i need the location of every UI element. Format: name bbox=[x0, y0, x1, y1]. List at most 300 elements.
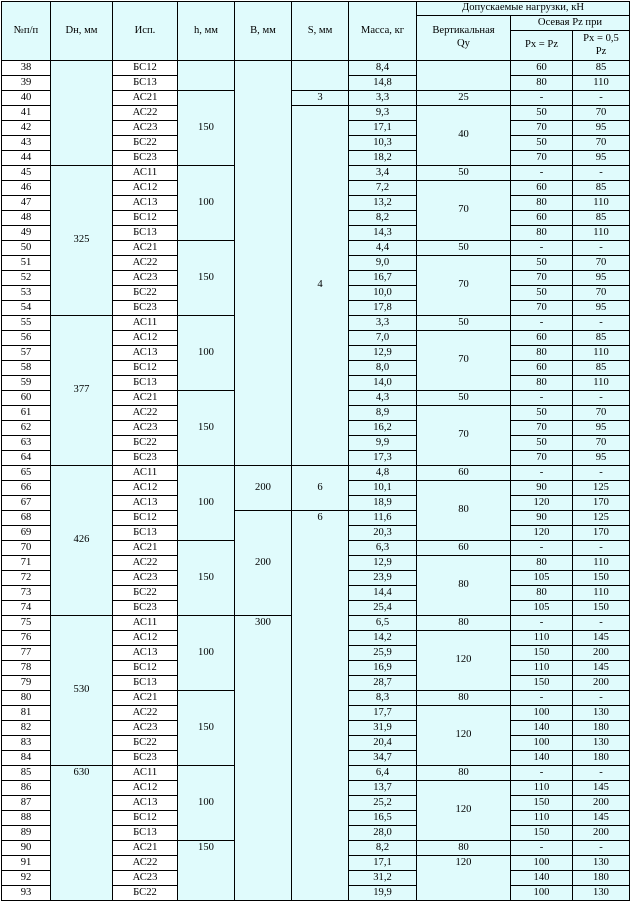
row-number-cell: 86 bbox=[2, 781, 51, 796]
row-number-cell: 43 bbox=[2, 136, 51, 151]
axial-px-half-cell: 200 bbox=[573, 646, 630, 661]
table-row bbox=[2, 61, 630, 76]
axial-px-eq-cell: 150 bbox=[511, 646, 573, 661]
isp-cell: АС13 bbox=[113, 646, 178, 661]
s-cell bbox=[292, 61, 349, 91]
axial-px-eq-cell: 70 bbox=[511, 151, 573, 166]
mass-cell: 17,8 bbox=[349, 301, 417, 316]
table-body bbox=[2, 61, 630, 901]
axial-px-eq-cell: 70 bbox=[511, 301, 573, 316]
header-s: S, мм bbox=[292, 2, 349, 61]
axial-px-eq-cell: 80 bbox=[511, 556, 573, 571]
row-number-cell: 93 bbox=[2, 886, 51, 901]
mass-cell: 25,2 bbox=[349, 796, 417, 811]
b-cell: 200 bbox=[235, 511, 292, 616]
axial-px-eq-cell: - bbox=[511, 166, 573, 181]
row-number-cell: 55 bbox=[2, 316, 51, 331]
axial-px-eq-cell: 60 bbox=[511, 181, 573, 196]
isp-cell: БС12 bbox=[113, 61, 178, 76]
row-number-cell: 63 bbox=[2, 436, 51, 451]
axial-px-eq-cell: 100 bbox=[511, 886, 573, 901]
axial-px-half-cell: 110 bbox=[573, 226, 630, 241]
axial-px-half-cell: 110 bbox=[573, 76, 630, 91]
h-cell: 150 bbox=[178, 541, 235, 616]
axial-px-eq-cell: 150 bbox=[511, 676, 573, 691]
axial-px-eq-cell: - bbox=[511, 691, 573, 706]
isp-cell: АС13 bbox=[113, 796, 178, 811]
mass-cell: 3,3 bbox=[349, 91, 417, 106]
h-cell: 100 bbox=[178, 316, 235, 391]
axial-px-eq-cell: 100 bbox=[511, 736, 573, 751]
row-number-cell: 48 bbox=[2, 211, 51, 226]
header-vertical bbox=[417, 16, 511, 61]
h-cell: 100 bbox=[178, 466, 235, 541]
axial-px-half-cell: 110 bbox=[573, 556, 630, 571]
s-cell: 4 bbox=[292, 106, 349, 466]
isp-cell: АС23 bbox=[113, 721, 178, 736]
s-cell: 6 bbox=[292, 511, 349, 901]
mass-cell: 16,5 bbox=[349, 811, 417, 826]
mass-cell: 28,7 bbox=[349, 676, 417, 691]
h-cell: 150 bbox=[178, 691, 235, 766]
mass-cell: 3,3 bbox=[349, 316, 417, 331]
axial-px-eq-cell: 140 bbox=[511, 751, 573, 766]
mass-cell: 20,4 bbox=[349, 736, 417, 751]
row-number-cell: 72 bbox=[2, 571, 51, 586]
isp-cell: АС22 bbox=[113, 556, 178, 571]
row-number-cell: 84 bbox=[2, 751, 51, 766]
vertical-load-cell: 70 bbox=[417, 331, 511, 391]
row-number-cell: 58 bbox=[2, 361, 51, 376]
mass-cell: 31,9 bbox=[349, 721, 417, 736]
axial-px-eq-cell: 110 bbox=[511, 631, 573, 646]
mass-cell: 7,2 bbox=[349, 181, 417, 196]
isp-cell: БС23 bbox=[113, 451, 178, 466]
header-px-eq: Px = Pz bbox=[511, 31, 573, 61]
isp-cell: АС21 bbox=[113, 691, 178, 706]
axial-px-half-cell: - bbox=[573, 466, 630, 481]
axial-px-half-cell: 145 bbox=[573, 811, 630, 826]
axial-px-eq-cell: 50 bbox=[511, 436, 573, 451]
h-cell: 150 bbox=[178, 241, 235, 316]
mass-cell: 16,9 bbox=[349, 661, 417, 676]
isp-cell: БС22 bbox=[113, 286, 178, 301]
row-number-cell: 64 bbox=[2, 451, 51, 466]
mass-cell: 20,3 bbox=[349, 526, 417, 541]
dn-cell: 630 bbox=[51, 766, 113, 901]
vertical-load-cell: 50 bbox=[417, 391, 511, 406]
mass-cell: 14,4 bbox=[349, 586, 417, 601]
row-number-cell: 91 bbox=[2, 856, 51, 871]
axial-px-eq-cell: 80 bbox=[511, 76, 573, 91]
isp-cell: АС23 bbox=[113, 571, 178, 586]
axial-px-eq-cell: - bbox=[511, 766, 573, 781]
isp-cell: АС23 bbox=[113, 121, 178, 136]
mass-cell: 14,8 bbox=[349, 76, 417, 91]
axial-px-eq-cell: 105 bbox=[511, 571, 573, 586]
axial-px-half-cell: 70 bbox=[573, 406, 630, 421]
axial-px-half-cell: - bbox=[573, 91, 630, 106]
axial-px-half-cell: - bbox=[573, 691, 630, 706]
row-number-cell: 45 bbox=[2, 166, 51, 181]
row-number-cell: 68 bbox=[2, 511, 51, 526]
mass-cell: 4,4 bbox=[349, 241, 417, 256]
row-number-cell: 71 bbox=[2, 556, 51, 571]
axial-px-eq-cell: 140 bbox=[511, 721, 573, 736]
axial-px-half-cell: - bbox=[573, 541, 630, 556]
header-mass: Масса, кг bbox=[349, 2, 417, 61]
axial-px-half-cell: 70 bbox=[573, 256, 630, 271]
axial-px-half-cell: - bbox=[573, 616, 630, 631]
b-cell bbox=[235, 61, 292, 466]
axial-px-half-cell: 95 bbox=[573, 271, 630, 286]
isp-cell: АС12 bbox=[113, 631, 178, 646]
axial-px-eq-cell: - bbox=[511, 466, 573, 481]
header-px-half-line1: Px = 0,5 bbox=[583, 32, 619, 44]
mass-cell: 17,1 bbox=[349, 856, 417, 871]
mass-cell: 25,4 bbox=[349, 601, 417, 616]
axial-px-half-cell: - bbox=[573, 841, 630, 856]
isp-cell: БС23 bbox=[113, 751, 178, 766]
vertical-load-cell: 80 bbox=[417, 841, 511, 856]
h-cell: 100 bbox=[178, 616, 235, 691]
vertical-load-cell: 120 bbox=[417, 856, 511, 901]
axial-px-half-cell: 130 bbox=[573, 736, 630, 751]
axial-px-half-cell: 130 bbox=[573, 856, 630, 871]
isp-cell: АС23 bbox=[113, 421, 178, 436]
dn-cell bbox=[51, 61, 113, 166]
table-row bbox=[2, 466, 630, 481]
axial-px-half-cell: 110 bbox=[573, 346, 630, 361]
axial-px-eq-cell: 120 bbox=[511, 526, 573, 541]
row-number-cell: 83 bbox=[2, 736, 51, 751]
vertical-load-cell: 80 bbox=[417, 616, 511, 631]
mass-cell: 25,9 bbox=[349, 646, 417, 661]
row-number-cell: 88 bbox=[2, 811, 51, 826]
vertical-load-cell: 120 bbox=[417, 631, 511, 691]
axial-px-half-cell: 85 bbox=[573, 361, 630, 376]
header-vertical-line2: Qy bbox=[457, 38, 470, 49]
mass-cell: 16,7 bbox=[349, 271, 417, 286]
vertical-load-cell: 40 bbox=[417, 106, 511, 166]
vertical-load-cell: 60 bbox=[417, 466, 511, 481]
mass-cell: 14,3 bbox=[349, 226, 417, 241]
axial-px-eq-cell: 80 bbox=[511, 226, 573, 241]
vertical-load-cell: 80 bbox=[417, 691, 511, 706]
axial-px-half-cell: 95 bbox=[573, 151, 630, 166]
vertical-load-cell: 80 bbox=[417, 556, 511, 616]
axial-px-eq-cell: - bbox=[511, 316, 573, 331]
b-cell: 200 bbox=[235, 466, 292, 511]
axial-px-eq-cell: 80 bbox=[511, 196, 573, 211]
row-number-cell: 87 bbox=[2, 796, 51, 811]
axial-px-eq-cell: 50 bbox=[511, 286, 573, 301]
isp-cell: БС12 bbox=[113, 361, 178, 376]
mass-cell: 10,1 bbox=[349, 481, 417, 496]
s-cell: 6 bbox=[292, 466, 349, 511]
axial-px-half-cell: 145 bbox=[573, 781, 630, 796]
isp-cell: БС22 bbox=[113, 736, 178, 751]
row-number-cell: 85 bbox=[2, 766, 51, 781]
isp-cell: АС12 bbox=[113, 331, 178, 346]
vertical-load-cell: 120 bbox=[417, 706, 511, 766]
axial-px-half-cell: 130 bbox=[573, 706, 630, 721]
row-number-cell: 59 bbox=[2, 376, 51, 391]
vertical-load-cell: 70 bbox=[417, 181, 511, 241]
row-number-cell: 77 bbox=[2, 646, 51, 661]
dn-cell: 325 bbox=[51, 166, 113, 316]
vertical-load-cell: 60 bbox=[417, 541, 511, 556]
axial-px-half-cell: 95 bbox=[573, 451, 630, 466]
isp-cell: БС13 bbox=[113, 226, 178, 241]
isp-cell: АС11 bbox=[113, 616, 178, 631]
mass-cell: 23,9 bbox=[349, 571, 417, 586]
mass-cell: 8,3 bbox=[349, 691, 417, 706]
isp-cell: БС22 bbox=[113, 436, 178, 451]
axial-px-eq-cell: 150 bbox=[511, 826, 573, 841]
isp-cell: БС12 bbox=[113, 811, 178, 826]
axial-px-eq-cell: 70 bbox=[511, 421, 573, 436]
axial-px-half-cell: 70 bbox=[573, 106, 630, 121]
axial-px-eq-cell: 50 bbox=[511, 136, 573, 151]
row-number-cell: 82 bbox=[2, 721, 51, 736]
isp-cell: АС11 bbox=[113, 466, 178, 481]
row-number-cell: 49 bbox=[2, 226, 51, 241]
row-number-cell: 53 bbox=[2, 286, 51, 301]
isp-cell: АС21 bbox=[113, 91, 178, 106]
row-number-cell: 46 bbox=[2, 181, 51, 196]
axial-px-half-cell: - bbox=[573, 316, 630, 331]
axial-px-half-cell: 110 bbox=[573, 376, 630, 391]
vertical-load-cell: 50 bbox=[417, 166, 511, 181]
axial-px-eq-cell: - bbox=[511, 91, 573, 106]
mass-cell: 8,2 bbox=[349, 841, 417, 856]
isp-cell: АС23 bbox=[113, 871, 178, 886]
axial-px-eq-cell: 110 bbox=[511, 661, 573, 676]
row-number-cell: 75 bbox=[2, 616, 51, 631]
row-number-cell: 69 bbox=[2, 526, 51, 541]
dn-cell: 377 bbox=[51, 316, 113, 466]
axial-px-eq-cell: 50 bbox=[511, 106, 573, 121]
mass-cell: 9,0 bbox=[349, 256, 417, 271]
h-cell: 100 bbox=[178, 166, 235, 241]
header-px-half bbox=[573, 31, 630, 61]
row-number-cell: 62 bbox=[2, 421, 51, 436]
mass-cell: 3,4 bbox=[349, 166, 417, 181]
mass-cell: 31,2 bbox=[349, 871, 417, 886]
header-num: №п/п bbox=[2, 2, 51, 61]
mass-cell: 4,8 bbox=[349, 466, 417, 481]
axial-px-half-cell: 180 bbox=[573, 751, 630, 766]
row-number-cell: 61 bbox=[2, 406, 51, 421]
axial-px-half-cell: 200 bbox=[573, 796, 630, 811]
row-number-cell: 92 bbox=[2, 871, 51, 886]
isp-cell: БС13 bbox=[113, 76, 178, 91]
support-loads-table bbox=[1, 1, 630, 901]
mass-cell: 8,2 bbox=[349, 211, 417, 226]
axial-px-eq-cell: 60 bbox=[511, 361, 573, 376]
isp-cell: АС11 bbox=[113, 766, 178, 781]
axial-px-eq-cell: 70 bbox=[511, 121, 573, 136]
axial-px-eq-cell: 90 bbox=[511, 481, 573, 496]
isp-cell: АС21 bbox=[113, 241, 178, 256]
axial-px-half-cell: 95 bbox=[573, 301, 630, 316]
axial-px-half-cell: 170 bbox=[573, 496, 630, 511]
axial-px-eq-cell: 80 bbox=[511, 586, 573, 601]
isp-cell: АС13 bbox=[113, 346, 178, 361]
header-loads: Допускаемые нагрузки, кН bbox=[417, 2, 630, 16]
isp-cell: АС11 bbox=[113, 166, 178, 181]
mass-cell: 18,9 bbox=[349, 496, 417, 511]
row-number-cell: 44 bbox=[2, 151, 51, 166]
axial-px-half-cell: 145 bbox=[573, 661, 630, 676]
axial-px-eq-cell: - bbox=[511, 391, 573, 406]
isp-cell: БС23 bbox=[113, 601, 178, 616]
vertical-load-cell: 50 bbox=[417, 241, 511, 256]
axial-px-half-cell: 180 bbox=[573, 871, 630, 886]
vertical-load-cell: 70 bbox=[417, 256, 511, 316]
axial-px-eq-cell: 60 bbox=[511, 331, 573, 346]
row-number-cell: 42 bbox=[2, 121, 51, 136]
mass-cell: 14,0 bbox=[349, 376, 417, 391]
axial-px-half-cell: 85 bbox=[573, 61, 630, 76]
axial-px-half-cell: - bbox=[573, 766, 630, 781]
header-axial: Осевая Pz при bbox=[511, 16, 630, 31]
vertical-load-cell: 80 bbox=[417, 766, 511, 781]
mass-cell: 34,7 bbox=[349, 751, 417, 766]
axial-px-eq-cell: - bbox=[511, 541, 573, 556]
vertical-load-cell: 50 bbox=[417, 316, 511, 331]
axial-px-half-cell: 70 bbox=[573, 286, 630, 301]
isp-cell: БС13 bbox=[113, 526, 178, 541]
axial-px-eq-cell: 70 bbox=[511, 451, 573, 466]
row-number-cell: 47 bbox=[2, 196, 51, 211]
h-cell: 150 bbox=[178, 391, 235, 466]
axial-px-half-cell: 85 bbox=[573, 211, 630, 226]
mass-cell: 14,2 bbox=[349, 631, 417, 646]
isp-cell: АС11 bbox=[113, 316, 178, 331]
axial-px-half-cell: - bbox=[573, 391, 630, 406]
mass-cell: 7,0 bbox=[349, 331, 417, 346]
vertical-load-cell: 80 bbox=[417, 481, 511, 541]
axial-px-eq-cell: 105 bbox=[511, 601, 573, 616]
mass-cell: 12,9 bbox=[349, 556, 417, 571]
vertical-load-cell: 120 bbox=[417, 781, 511, 841]
isp-cell: АС22 bbox=[113, 106, 178, 121]
header-dn: Dн, мм bbox=[51, 2, 113, 61]
axial-px-half-cell: - bbox=[573, 166, 630, 181]
isp-cell: АС22 bbox=[113, 256, 178, 271]
row-number-cell: 67 bbox=[2, 496, 51, 511]
axial-px-eq-cell: 140 bbox=[511, 871, 573, 886]
axial-px-eq-cell: 150 bbox=[511, 796, 573, 811]
isp-cell: БС12 bbox=[113, 661, 178, 676]
axial-px-half-cell: 150 bbox=[573, 601, 630, 616]
header-b: B, мм bbox=[235, 2, 292, 61]
isp-cell: АС12 bbox=[113, 781, 178, 796]
isp-cell: АС21 bbox=[113, 391, 178, 406]
dn-cell: 426 bbox=[51, 466, 113, 616]
mass-cell: 8,4 bbox=[349, 61, 417, 76]
row-number-cell: 76 bbox=[2, 631, 51, 646]
axial-px-half-cell: 110 bbox=[573, 196, 630, 211]
row-number-cell: 78 bbox=[2, 661, 51, 676]
row-number-cell: 90 bbox=[2, 841, 51, 856]
mass-cell: 13,7 bbox=[349, 781, 417, 796]
axial-px-half-cell: 200 bbox=[573, 826, 630, 841]
h-cell: 100 bbox=[178, 766, 235, 841]
isp-cell: АС13 bbox=[113, 196, 178, 211]
axial-px-half-cell: 70 bbox=[573, 436, 630, 451]
h-cell: 150 bbox=[178, 91, 235, 166]
axial-px-eq-cell: 110 bbox=[511, 781, 573, 796]
header-h: h, мм bbox=[178, 2, 235, 61]
axial-px-eq-cell: 90 bbox=[511, 511, 573, 526]
axial-px-eq-cell: 50 bbox=[511, 256, 573, 271]
isp-cell: БС22 bbox=[113, 586, 178, 601]
mass-cell: 17,7 bbox=[349, 706, 417, 721]
row-number-cell: 74 bbox=[2, 601, 51, 616]
row-number-cell: 40 bbox=[2, 91, 51, 106]
row-number-cell: 57 bbox=[2, 346, 51, 361]
row-number-cell: 73 bbox=[2, 586, 51, 601]
row-number-cell: 54 bbox=[2, 301, 51, 316]
mass-cell: 12,9 bbox=[349, 346, 417, 361]
vertical-load-cell: 70 bbox=[417, 406, 511, 466]
mass-cell: 9,9 bbox=[349, 436, 417, 451]
mass-cell: 19,9 bbox=[349, 886, 417, 901]
mass-cell: 17,3 bbox=[349, 451, 417, 466]
row-number-cell: 81 bbox=[2, 706, 51, 721]
h-cell: 150 bbox=[178, 841, 235, 901]
mass-cell: 8,0 bbox=[349, 361, 417, 376]
axial-px-half-cell: 85 bbox=[573, 181, 630, 196]
mass-cell: 17,1 bbox=[349, 121, 417, 136]
isp-cell: БС23 bbox=[113, 301, 178, 316]
mass-cell: 10,3 bbox=[349, 136, 417, 151]
axial-px-half-cell: 130 bbox=[573, 886, 630, 901]
row-number-cell: 79 bbox=[2, 676, 51, 691]
mass-cell: 6,4 bbox=[349, 766, 417, 781]
isp-cell: БС13 bbox=[113, 376, 178, 391]
isp-cell: БС13 bbox=[113, 676, 178, 691]
row-number-cell: 60 bbox=[2, 391, 51, 406]
mass-cell: 18,2 bbox=[349, 151, 417, 166]
axial-px-half-cell: 125 bbox=[573, 481, 630, 496]
axial-px-half-cell: 180 bbox=[573, 721, 630, 736]
axial-px-eq-cell: 80 bbox=[511, 376, 573, 391]
b-cell: 300 bbox=[235, 616, 292, 901]
isp-cell: АС21 bbox=[113, 841, 178, 856]
mass-cell: 6,5 bbox=[349, 616, 417, 631]
axial-px-eq-cell: 80 bbox=[511, 346, 573, 361]
isp-cell: БС22 bbox=[113, 886, 178, 901]
isp-cell: АС22 bbox=[113, 406, 178, 421]
row-number-cell: 80 bbox=[2, 691, 51, 706]
isp-cell: БС23 bbox=[113, 151, 178, 166]
axial-px-half-cell: 145 bbox=[573, 631, 630, 646]
row-number-cell: 66 bbox=[2, 481, 51, 496]
vertical-load-cell: 25 bbox=[417, 91, 511, 106]
axial-px-eq-cell: 100 bbox=[511, 856, 573, 871]
isp-cell: АС23 bbox=[113, 271, 178, 286]
isp-cell: АС12 bbox=[113, 181, 178, 196]
mass-cell: 9,3 bbox=[349, 106, 417, 121]
row-number-cell: 50 bbox=[2, 241, 51, 256]
isp-cell: АС13 bbox=[113, 496, 178, 511]
mass-cell: 8,9 bbox=[349, 406, 417, 421]
vertical-load-cell bbox=[417, 61, 511, 91]
